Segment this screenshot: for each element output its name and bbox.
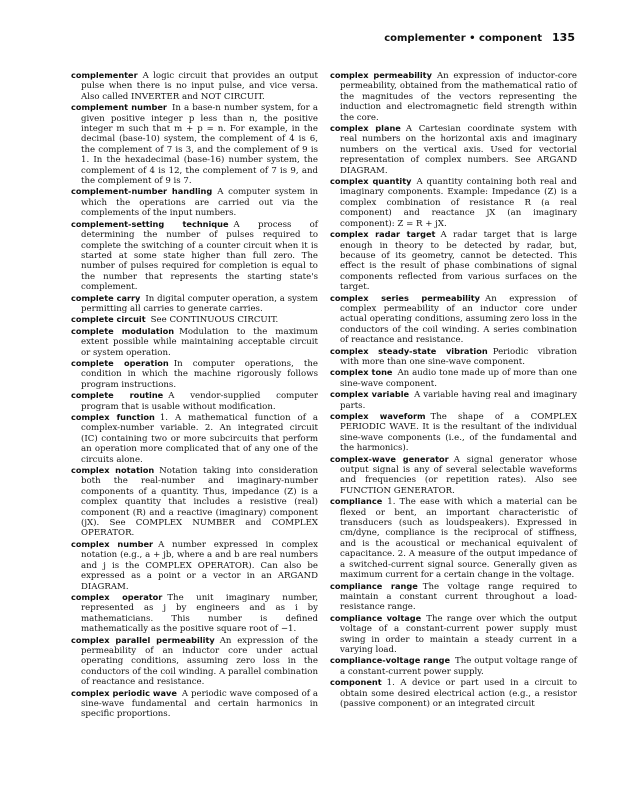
entry-definition: The output voltage range of a constant-current power supply. — [340, 656, 577, 677]
dictionary-entry — [71, 70, 318, 102]
entry-term: complex radar target — [330, 229, 436, 240]
entry-definition: A variable having real and imaginary parts. — [340, 390, 577, 411]
entry-term: complex plane — [330, 123, 401, 134]
dictionary-entry — [71, 635, 318, 688]
entry-term: complex permeability — [330, 70, 432, 80]
running-head-title: complementer • component — [384, 33, 543, 44]
entry-term: complete operation — [71, 357, 169, 368]
dictionary-entry — [71, 390, 318, 412]
entry-definition: A periodic wave composed of a sine-wave fundamental and certain harmonics in specific proportions. — [81, 688, 318, 720]
entry-term: complex-wave generator — [330, 453, 449, 464]
dictionary-entry — [330, 454, 577, 497]
dictionary-entry — [71, 102, 318, 186]
entry-definition: See CONTINUOUS CIRCUIT. — [150, 315, 279, 326]
dictionary-entry — [330, 176, 577, 229]
dictionary-entry — [330, 613, 577, 656]
dictionary-entry — [330, 70, 577, 123]
entry-term: complex tone — [330, 367, 393, 378]
entry-term: complex operator — [71, 591, 163, 602]
entry-term: complex waveform — [330, 411, 426, 421]
dictionary-entry — [71, 186, 318, 218]
dictionary-entry — [330, 229, 577, 292]
entry-definition: In a base-n number system, for a given positive integer p less than n, the positive integer m such that m + p = n. For example, in the decimal (base-10) system, the complement of 4 is 6, the complement of 7 is 3, and the complement of 9 is 1. In the hexadecimal (base-16) number system, the complement of 4 is 12, the complement of 7 is 9, and the complement of 9 is 7. — [81, 103, 318, 187]
dictionary-entry — [71, 592, 318, 635]
right-column — [330, 70, 577, 709]
entry-term: complex series permeability — [330, 292, 481, 303]
entry-definition: A number expressed in complex notation (e.g., a + jb, where a and b are real numbers and j is the COMPLEX OPERATOR). Can also be expressed as a point or a vector in an ARGAND DIAGRAM. — [81, 539, 318, 592]
dictionary-entry — [71, 219, 318, 293]
dictionary-entry — [71, 412, 318, 465]
entry-definition: The unit imaginary number, represented as j by engineers and as i by mathematicians. This number is defined mathematically as the positive square root of −1. — [81, 592, 318, 635]
left-column — [71, 70, 318, 720]
dictionary-entry — [71, 688, 318, 720]
entry-term: compliance — [330, 496, 383, 507]
entry-definition: An expression of inductor-core permeability, obtained from the mathematical ratio of the magnitudes of the vectors representing the induction and electromagnetic field strength within the core. — [340, 71, 578, 123]
entry-term: complex number — [71, 538, 154, 549]
dictionary-entry — [330, 496, 577, 580]
entry-term: complement-number handling — [71, 186, 213, 197]
entry-definition: An audio tone made up of more than one sine-wave component. — [340, 368, 577, 389]
entry-term: complex parallel permeability — [71, 634, 215, 645]
dictionary-entry — [330, 346, 577, 368]
entry-term: compliance range — [330, 580, 418, 591]
dictionary-entry — [71, 539, 318, 592]
entry-definition: A logic circuit that provides an output pulse when there is no input pulse, and vice versa. Also called INVERTER and NOT CIRCUIT. — [81, 71, 318, 102]
entry-definition: In digital computer operation, a system permitting all carries to generate carries. — [81, 293, 318, 314]
entry-term: complex function — [71, 412, 155, 422]
entry-term: component — [330, 677, 382, 688]
entry-term: complete modulation — [71, 325, 175, 336]
entry-definition: Notation taking into consideration both the real-number and imaginary-number components of a quantity. Thus, impedance (Z) is a complex quantity that includes a resistive (real) component (R) and a reactive (imaginary) component (jX). See COMPLEX NUMBER and COMPLEX OPERATOR. — [81, 466, 319, 539]
dictionary-entry — [330, 581, 577, 613]
entry-term: complete carry — [71, 292, 141, 303]
entry-definition: A process of determining the number of pulses required to complete the switching of a counter circuit when it is started at some state higher than full zero. The number of pulses required for completion is equal to the number that represents the starting state's complement. — [81, 219, 318, 293]
entry-definition: An expression of complex permeability of an inductor core under actual operating conditions, assuming zero loss in the conductors of the coil winding. A series combination of reactance and resistance. — [340, 293, 577, 346]
dictionary-entry — [330, 367, 577, 389]
running-head — [384, 31, 575, 44]
dictionary-entry — [71, 314, 318, 325]
dictionary-entry — [330, 389, 577, 411]
entry-definition: A vendor-supplied computer program that is usable without modification. — [81, 391, 318, 412]
dictionary-entry — [330, 293, 577, 346]
dictionary-entry — [71, 465, 318, 539]
entry-term: complement number — [71, 102, 167, 113]
entry-definition: Periodic vibration with more than one sine-wave component. — [340, 346, 577, 367]
dictionary-entry — [71, 358, 318, 390]
entry-definition: The shape of a COMPLEX PERIODIC WAVE. It is the resultant of the individual sine-wave components (i.e., of the fundamental and the harmonics). — [340, 412, 577, 454]
entry-definition: A signal generator whose output signal is any of several selectable waveforms and frequencies (or repetition rates). Also see FUNCTION GENERATOR. — [340, 454, 577, 496]
dictionary-entry — [330, 677, 577, 709]
entry-definition: A Cartesian coordinate system with real numbers on the horizontal axis and imaginary numbers on the vertical axis. Used for vectorial representation of complex numbers. See ARGAND DIAGRAM. — [340, 124, 578, 176]
entry-definition: The range over which the output voltage of a constant-current power supply must swing in order to maintain a steady current in a varying load. — [340, 613, 577, 655]
entry-definition: An expression of the permeability of an inductor core under actual operating conditions, assuming zero loss in the conductors of the coil winding. A parallel combination of reactance and resistance. — [81, 635, 318, 688]
entry-definition: Modulation to the maximum extent possible while maintaining acceptable circuit or system operation. — [81, 326, 318, 358]
entry-definition: 1. The ease with which a material can be flexed or bent, an important characteristic of transducers (such as loudspeakers). Expressed in cm/dyne, compliance is the reciprocal of stiffness, and is the acoustical or mechanical equivalent of capacitance. 2. A measure of the output impedance of a switched-current signal source. Generally given as maximum current for a certain change in the voltage. — [340, 497, 577, 581]
entry-term: compliance-voltage range — [330, 655, 451, 666]
page-number: 135 — [552, 31, 575, 44]
entry-definition: 1. A mathematical function of a complex-number variable. 2. An integrated circuit (IC) containing two or more subcircuits that perform an operation more complicated that of any one of the circuits alone. — [81, 413, 318, 465]
entry-term: complex variable — [330, 389, 410, 400]
dictionary-entry — [330, 123, 577, 176]
entry-term: complex quantity — [330, 176, 412, 187]
entry-term: complex steady-state vibration — [330, 345, 488, 356]
entry-term: complex periodic wave — [71, 687, 177, 698]
entry-definition: In computer operations, the condition in which the machine rigorously follows program instructions. — [81, 358, 319, 390]
entry-definition: 1. A device or part used in a circuit to obtain some desired electrical action (e.g., a resistor (passive component) or an integrated circuit — [340, 678, 577, 709]
dictionary-entry — [71, 326, 318, 358]
dictionary-entry — [330, 411, 577, 454]
entry-term: compliance voltage — [330, 612, 422, 623]
dictionary-entry — [71, 293, 318, 315]
entry-definition: The voltage range required to maintain a constant current throughout a load-resistance range. — [340, 581, 577, 613]
entry-term: complete routine — [71, 390, 164, 401]
entry-definition: A quantity containing both real and imaginary components. Example: Impedance (Z) is a complex combination of resistance R (a real component) and reactance jX (an imaginary component): Z = R + jX. — [340, 177, 577, 229]
entry-term: complementer — [71, 70, 138, 80]
entry-term: complement-setting technique — [71, 218, 229, 229]
dictionary-entry — [330, 655, 577, 677]
entry-definition: A radar target that is large enough in theory to be detected by radar, but, because of its geometry, cannot be detected. This effect is the result of phase combinations of signal components reflected from various surfaces on the target. — [340, 230, 577, 293]
entry-term: complex notation — [71, 465, 155, 476]
entry-term: complete circuit — [71, 314, 146, 325]
entry-definition: A computer system in which the operations are carried out via the complements of the input numbers. — [81, 187, 318, 219]
